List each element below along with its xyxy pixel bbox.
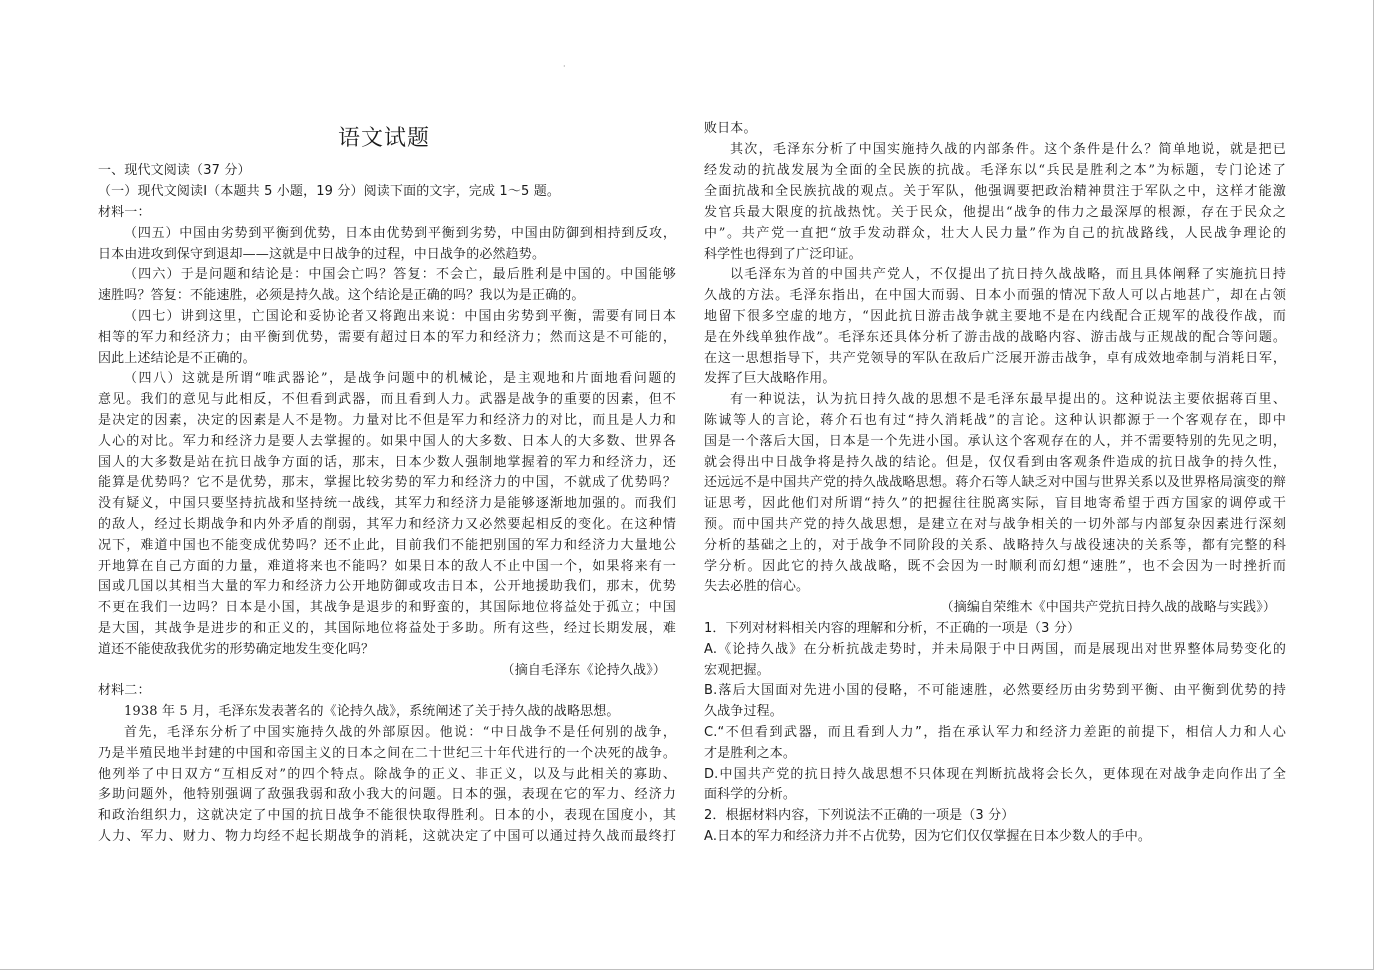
option-c-cont: 才是胜利之本。 bbox=[704, 746, 797, 761]
text-line: 全面抗战和全民族抗战的观点。关于军队，他强调要把政治精神贯注于军队之中，这样才能激 bbox=[704, 184, 1286, 199]
text-line: 预。而中国共产党的持久战思想，是建立在对与战争相关的一切外部与内部复杂因素进行深刻 bbox=[704, 517, 1286, 532]
text-line: 人心的对比。军力和经济力是要人去掌握的。如果中国人的大多数、日本人的大多数、世界各 bbox=[98, 434, 676, 449]
subsection-heading: （一）现代文阅读Ⅰ（本题共 5 小题，19 分）阅读下面的文字，完成 1～5 题。 bbox=[98, 184, 561, 199]
text-line: 久战的方法。毛泽东指出，在中国大而弱、日本小而强的情况下敌人可以占地甚广，却在占领 bbox=[704, 288, 1286, 303]
page-title: 语文试题 bbox=[338, 126, 431, 151]
text-line: （四七）讲到这里，亡国论和妥协论者又将跑出来说：中国由劣势到平衡，需要有同日本 bbox=[124, 309, 676, 324]
text-line: 和政治组织力，这就决定了中国的抗日战争不能很快取得胜利。日本的小，表现在国度小，其 bbox=[98, 808, 676, 823]
text-line: 况下，难道中国也不能变成优势吗？还不止此，目前我们不能把别国的军力和经济力大量地公 bbox=[98, 538, 676, 553]
citation: （摘编自荣维木《中国共产党抗日持久战的战略与实践》） bbox=[940, 600, 1276, 615]
text-line: 还远远不是中国共产党的持久战战略思想。蒋介石等人缺乏对中国与世界关系以及世界格局演变的辩 bbox=[704, 475, 1286, 490]
question-1: 1．下列对材料相关内容的理解和分析，不正确的一项是（3 分） bbox=[704, 621, 1081, 636]
text-line: 在这一思想指导下，共产党领导的军队在敌后广泛展开游击战争，卓有成效地牵制与消耗日军， bbox=[704, 351, 1286, 366]
text-line: 陈诚等人的言论，蒋介石也有过“持久消耗战”的言论。这种认识都源于一个客观存在，即中 bbox=[704, 413, 1286, 428]
text-line: 发官兵最大限度的抗战热忱。关于民众，他提出“战争的伟力之最深厚的根源，存在于民众之 bbox=[704, 205, 1286, 220]
text-line: 能算是优势吗？它不是优势，那末，掌握比较劣势的军力和经济力的中国，不就成了优势吗？ bbox=[98, 475, 676, 490]
text-line: 就会得出中日战争将是持久战的结论。但是，仅仅看到由客观条件造成的抗日战争的持久性， bbox=[704, 455, 1286, 470]
text-line: 日本由进攻到保守到退却——这就是中日战争的过程，中日战争的必然趋势。 bbox=[98, 247, 546, 262]
text-line: 不更在我们一边吗？日本是小国，其战争是退步的和野蛮的，其国际地位将益处于孤立；中国 bbox=[98, 600, 676, 615]
option-a: A.《论持久战》在分析抗战走势时，并未局限于中日两国，而是展现出对世界整体局势变化的 bbox=[704, 642, 1286, 657]
text-line: 的敌人，经过长期战争和内外矛盾的削弱，其军力和经济力又必然要起相反的变化。在这种情 bbox=[98, 517, 676, 532]
text-line: 人力、军力、财力、物力均经不起长期战争的消耗，这就决定了中国可以通过持久战而最终打 bbox=[98, 829, 676, 844]
text-line: 1938 年 5 月，毛泽东发表著名的《论持久战》，系统阐述了关于持久战的战略思想。 bbox=[124, 704, 620, 719]
text-line: 首先，毛泽东分析了中国实施持久战的外部原因。他说：“中日战争不是任何别的战争， bbox=[124, 725, 676, 740]
section-heading: 一、现代文阅读（37 分） bbox=[98, 163, 251, 178]
text-line: 失去必胜的信心。 bbox=[704, 579, 810, 594]
text-line: （四五）中国由劣势到平衡到优势，日本由优势到平衡到劣势，中国由防御到相持到反攻， bbox=[124, 226, 676, 241]
text-line: 相等的军力和经济力；由平衡到优势，需要有超过日本的军力和经济力；然而这是不可能的， bbox=[98, 330, 676, 345]
text-line: （四六）于是问题和结论是：中国会亡吗？答复：不会亡，最后胜利是中国的。中国能够 bbox=[124, 267, 676, 282]
material-label: 材料二： bbox=[98, 683, 151, 698]
option-d-cont: 面科学的分析。 bbox=[704, 787, 797, 802]
text-line: 其次，毛泽东分析了中国实施持久战的内部条件。这个条件是什么？简单地说，就是把已 bbox=[730, 142, 1286, 157]
text-line: 速胜吗？答复：不能速胜，必须是持久战。这个结论是正确的吗？我以为是正确的。 bbox=[98, 288, 585, 303]
option-b: B.落后大国面对先进小国的侵略，不可能速胜，必然要经历由劣势到平衡、由平衡到优势的持 bbox=[704, 683, 1286, 698]
text-line: 经发动的抗战发展为全面的全民族的抗战。毛泽东以“兵民是胜利之本”为标题，专门论述了 bbox=[704, 163, 1286, 178]
text-line: 因此上述结论是不正确的。 bbox=[98, 351, 256, 366]
option-d: D.中国共产党的抗日持久战思想不只体现在判断抗战将会长久，更体现在对战争走向作出了全 bbox=[704, 767, 1286, 782]
text-line: 国或几国以其相当大量的军力和经济力公开地防御或攻击日本，公开地援助我们，那末，优势 bbox=[98, 579, 676, 594]
header-dot: · bbox=[563, 62, 566, 71]
option-c: C.“不但看到武器，而且看到人力”，指在承认军力和经济力差距的前提下，相信人力和人心 bbox=[704, 725, 1286, 740]
text-line: 没有疑义，中国只要坚持抗战和坚持统一战线，其军力和经济力是能够逐渐地加强的。而我们 bbox=[98, 496, 676, 511]
text-line: 学分析。因此它的持久战战略，既不会因为一时顺利而幻想“速胜”，也不会因为一时挫折而 bbox=[704, 559, 1286, 574]
option-a: A.日本的军力和经济力并不占优势，因为它们仅仅掌握在日本少数人的手中。 bbox=[704, 829, 1152, 844]
citation: （摘自毛泽东《论持久战》） bbox=[501, 663, 666, 678]
text-line: 地留下很多空虚的地方，“因此抗日游击战争就主要地不是在内线配合正规军的战役作战，而 bbox=[704, 309, 1286, 324]
text-line: 证思考，因此他们对所谓“持久”的把握往往脱离实际，盲目地寄希望于西方国家的调停或干 bbox=[704, 496, 1286, 511]
material-label: 材料一： bbox=[98, 205, 151, 220]
text-line: （四八）这就是所谓“唯武器论”，是战争问题中的机械论，是主观地和片面地看问题的 bbox=[124, 371, 676, 386]
text-line: 道还不能使敌我优劣的形势确定地发生变化吗？ bbox=[98, 642, 375, 657]
text-line: 有一种说法，认为抗日持久战的思想不是毛泽东最早提出的。这种说法主要依据蒋百里、 bbox=[730, 392, 1286, 407]
text-line: 科学性也得到了广泛印证。 bbox=[704, 247, 862, 262]
text-line: 乃是半殖民地半封建的中国和帝国主义的日本之间在二十世纪三十年代进行的一个决死的战争。 bbox=[98, 746, 676, 761]
text-line: 发挥了巨大战略作用。 bbox=[704, 371, 836, 386]
option-a-cont: 宏观把握。 bbox=[704, 663, 770, 678]
text-line: 开地算在自己方面的力量，难道将来也不能吗？如果日本的敌人不止中国一个，如果将来有一 bbox=[98, 559, 676, 574]
question-2: 2．根据材料内容，下列说法不正确的一项是（3 分） bbox=[704, 808, 1015, 823]
text-line: 中”。共产党一直把“放手发动群众，壮大人民力量”作为自己的抗战路线，人民战争理论的 bbox=[704, 226, 1286, 241]
text-line: 是决定的因素，决定的因素是人不是物。力量对比不但是军力和经济力的对比，而且是人力和 bbox=[98, 413, 676, 428]
text-line: 他列举了中日双方“互相反对”的四个特点。除战争的正义、非正义，以及与此相关的寡助、 bbox=[98, 767, 676, 782]
text-line: 国是一个落后大国，日本是一个先进小国。承认这个客观存在的人，并不需要特别的先见之明， bbox=[704, 434, 1286, 449]
text-line: 败日本。 bbox=[704, 121, 757, 136]
text-line: 国人的大多数是站在抗日战争方面的话，那末，日本少数人强制地掌握着的军力和经济力，还 bbox=[98, 455, 676, 470]
option-b-cont: 久战争过程。 bbox=[704, 704, 783, 719]
text-line: 是大国，其战争是进步的和正义的，其国际地位将益处于多助。所有这些，经过长期发展，难 bbox=[98, 621, 676, 636]
text-line: 意见。我们的意见与此相反，不但看到武器，而且看到人力。武器是战争的重要的因素，但不 bbox=[98, 392, 676, 407]
text-line: 多助问题外，他特别强调了敌强我弱和敌小我大的问题。日本的强，表现在它的军力、经济力 bbox=[98, 787, 676, 802]
text-line: 分析的基础之上的，对于战争不同阶段的关系、战略持久与战役速决的关系等，都有完整的科 bbox=[704, 538, 1286, 553]
text-line: 以毛泽东为首的中国共产党人，不仅提出了抗日持久战战略，而且具体阐释了实施抗日持 bbox=[730, 267, 1286, 282]
text-line: 是在外线单独作战”。毛泽东还具体分析了游击战的战略内容、游击战与正规战的配合等问题。 bbox=[704, 330, 1286, 345]
